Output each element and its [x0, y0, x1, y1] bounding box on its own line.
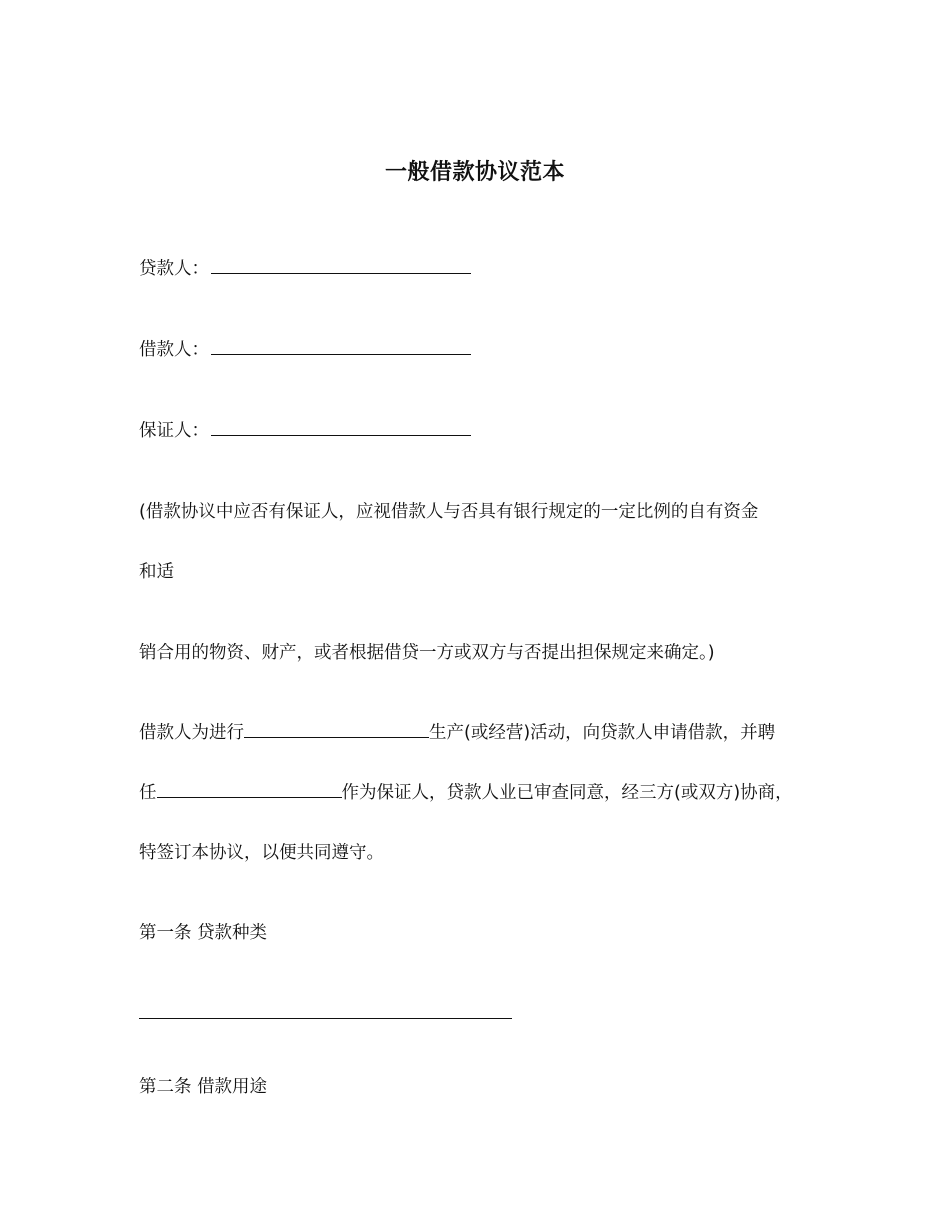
note-line-2: 和适	[139, 562, 174, 582]
preamble-line-1	[139, 721, 775, 745]
guarantor-field	[139, 419, 471, 443]
guarantor-blank-line[interactable]	[211, 419, 471, 436]
lender-field	[139, 257, 471, 281]
preamble-text: 生产(或经营)活动，向贷款人申请借款，并聘	[429, 723, 776, 743]
note-line-3: 销合用的物资、财产，或者根据借贷一方或双方与否提出担保规定来确定。)	[139, 643, 715, 663]
preamble-text: 作为保证人，贷款人业已审查同意，经三方(或双方)协商，	[341, 783, 793, 803]
guarantor-name-blank-line[interactable]	[157, 781, 342, 798]
activity-blank-line[interactable]	[244, 721, 429, 738]
lender-blank-line[interactable]	[211, 257, 471, 274]
borrower-field	[139, 338, 471, 362]
loan-type-blank-line[interactable]	[139, 1018, 512, 1019]
preamble-line-2	[139, 781, 793, 805]
borrower-blank-line[interactable]	[211, 338, 471, 355]
preamble-text: 任	[139, 783, 157, 803]
article-2-heading: 第二条 借款用途	[139, 1077, 268, 1097]
document-title: 一般借款协议范本	[384, 160, 565, 185]
preamble-text: 借款人为进行	[139, 723, 244, 743]
lender-label: 贷款人：	[139, 259, 209, 279]
note-line-1: (借款协议中应否有保证人，应视借款人与否具有银行规定的一定比例的自有资金	[139, 502, 759, 522]
borrower-label: 借款人：	[139, 340, 209, 360]
preamble-line-3: 特签订本协议，以便共同遵守。	[139, 843, 384, 863]
article-1-heading: 第一条 贷款种类	[139, 923, 268, 943]
guarantor-label: 保证人：	[139, 421, 209, 441]
